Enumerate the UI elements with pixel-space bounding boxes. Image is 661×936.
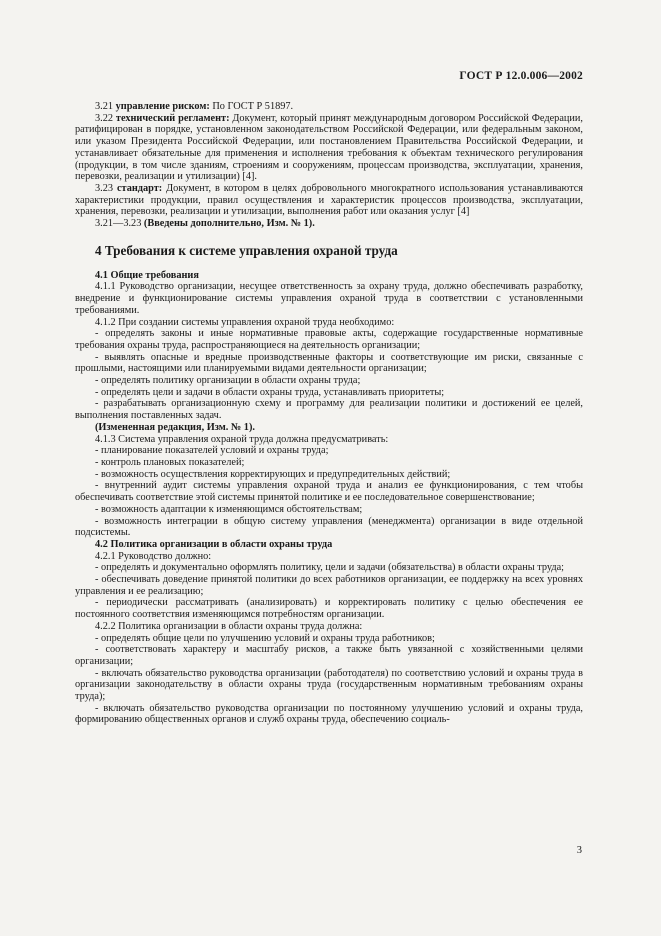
paragraph	[75, 434, 583, 446]
paragraph	[75, 703, 583, 726]
paragraph-text: - определять общие цели по улучшению условий и охраны труда работников;	[95, 632, 435, 644]
paragraph-text: 4.1.2 При создании системы управления охраной труда необходимо:	[95, 316, 395, 328]
clause-number: 3.21—3.23	[95, 218, 142, 230]
clause-number: 3.21	[95, 101, 114, 112]
paragraph	[75, 457, 583, 469]
paragraph-text: - включать обязательство руководства организации (работодателя) по соответствию условий и охраны труда в организации законодательству в области охраны труда (государственным нормативным требованиям охраны труда);	[75, 667, 583, 703]
paragraph	[75, 387, 583, 399]
page-number: 3	[576, 845, 582, 856]
paragraph-text: - возможность интеграции в общую систему управления (менеджмента) организации в виде отдельной подсистемы.	[75, 515, 583, 539]
paragraph	[75, 398, 583, 421]
paragraph-text: - определять законы и иные нормативные правовые акты, содержащие государственные нормативные требования охраны труда, распространяющиеся на деятельность организации;	[75, 328, 583, 351]
paragraph	[75, 328, 583, 351]
paragraph	[75, 574, 583, 597]
paragraph	[75, 539, 583, 551]
paragraph	[75, 504, 583, 516]
clause-number: 3.22	[95, 112, 114, 124]
paragraph	[75, 597, 583, 620]
section-heading: 4 Требования к системе управления охраной труда	[95, 242, 398, 258]
paragraph-text: - выявлять опасные и вредные производственные факторы и соответствующие им риски, связанные с прошлыми, настоящими или планируемыми видами деятельности организации;	[75, 351, 583, 375]
defined-term: стандарт:	[116, 182, 163, 194]
paragraph	[75, 668, 583, 703]
defined-term: управление риском:	[115, 101, 210, 112]
paragraph	[75, 445, 583, 457]
paragraph-text: Документ, который принят международным договором Российской Федерации, ратифицирован в порядке, установленном законодательством Российской Федерации, или федеральным законом, или указом Президента Российской Федерации, или постановлением Правительства Российской Федерации, и устанавливает обязательные для применения и исполнения требования к объектам технического регулирования (продукции, в том числе зданиям, строениям и сооружениям, процессам производства, эксплуатации, хранения, перевозки, реализации и утилизации) [4].	[75, 112, 583, 183]
paragraph-text: - возможность осуществления корректирующих и предупредительных действий;	[95, 468, 451, 480]
paragraph	[75, 352, 583, 375]
paragraph	[75, 270, 583, 282]
paragraph-text: - планирование показателей условий и охраны труда;	[95, 445, 329, 457]
paragraph	[75, 551, 583, 563]
paragraph	[75, 621, 583, 633]
paragraph-text: - контроль плановых показателей;	[95, 456, 245, 468]
paragraph	[75, 317, 583, 329]
paragraph-text: 4.1.3 Система управления охраной труда должна предусматривать:	[95, 433, 389, 445]
bold-text: 4.2 Политика организации в области охраны труда	[95, 538, 333, 550]
paragraph-text: 4.2.2 Политика организации в области охраны труда должна:	[95, 620, 363, 632]
paragraph-text: - разрабатывать организационную схему и программу для реализации политики и достижений ее целей, выполнения поставленных задач.	[75, 398, 583, 422]
paragraph-text: - периодически рассматривать (анализировать) и корректировать политику с целью обеспечения ее постоянного соответствия изменяющимся потребностям организации.	[75, 597, 583, 621]
paragraph-text: - определять и документально оформлять политику, цели и задачи (обязательства) в области охраны труда;	[95, 562, 565, 574]
paragraph	[75, 218, 583, 230]
paragraph-text: 4.1.1 Руководство организации, несущее ответственность за охрану труда, должно обеспечивать разработку, внедрение и функционирование системы управления охраной труда в соответствии с установленными требованиями.	[75, 281, 583, 316]
paragraph-text: - внутренний аудит системы управления охраной труда и анализ ее функционирования, с тем чтобы обеспечивать соответствие этой системы принятой политике и ее последовательное совершенствование;	[75, 480, 583, 504]
paragraph	[75, 281, 583, 316]
paragraph	[75, 516, 583, 539]
paragraph-text: 4.2.1 Руководство должно:	[95, 550, 212, 562]
paragraph	[75, 183, 583, 218]
paragraph-text: - обеспечивать доведение принятой политики до всех работников организации, ее поддержку на всех уровнях управления и ее реализацию;	[75, 574, 583, 597]
paragraph	[75, 480, 583, 503]
paragraph	[75, 113, 583, 183]
standard-header: ГОСТ Р 12.0.006—2002	[459, 70, 583, 82]
paragraph	[75, 101, 583, 113]
paragraph-text: - включать обязательство руководства организации по постоянному улучшению условий и охраны труда, формированию общественных органов и служб охраны труда, обеспечению социаль-	[75, 702, 583, 726]
defined-term: технический регламент:	[115, 112, 230, 124]
paragraph	[75, 633, 583, 645]
paragraph	[75, 422, 583, 434]
paragraph-text: - определять цели и задачи в области охраны труда, устанавливать приоритеты;	[95, 386, 445, 398]
paragraph-text: По ГОСТ Р 51897.	[212, 101, 294, 112]
paragraph-text: - возможность адаптации к изменяющимся обстоятельствам;	[95, 503, 363, 515]
paragraph	[75, 469, 583, 481]
paragraph	[75, 644, 583, 667]
paragraph	[75, 562, 583, 574]
paragraph-text: - определять политику организации в области охраны труда;	[95, 375, 361, 387]
clause-number: 3.23	[95, 182, 114, 194]
document-body	[75, 101, 583, 726]
bold-text: (Измененная редакция, Изм. № 1).	[95, 421, 255, 433]
amendment-note: (Введены дополнительно, Изм. № 1).	[143, 218, 315, 230]
paragraph	[75, 375, 583, 387]
paragraph-text: - соответствовать характеру и масштабу рисков, а также быть увязанной с хозяйственными целями организации;	[75, 644, 583, 667]
bold-text: 4.1 Общие требования	[95, 269, 199, 281]
paragraph-text: Документ, в котором в целях добровольного многократного использования устанавливаются характеристики продукции, правил осуществления и характеристик процессов производства, эксплуатации, хранения, перевозки, реализации и утилизации, выполнения работ или оказания услуг [4]	[75, 182, 584, 218]
